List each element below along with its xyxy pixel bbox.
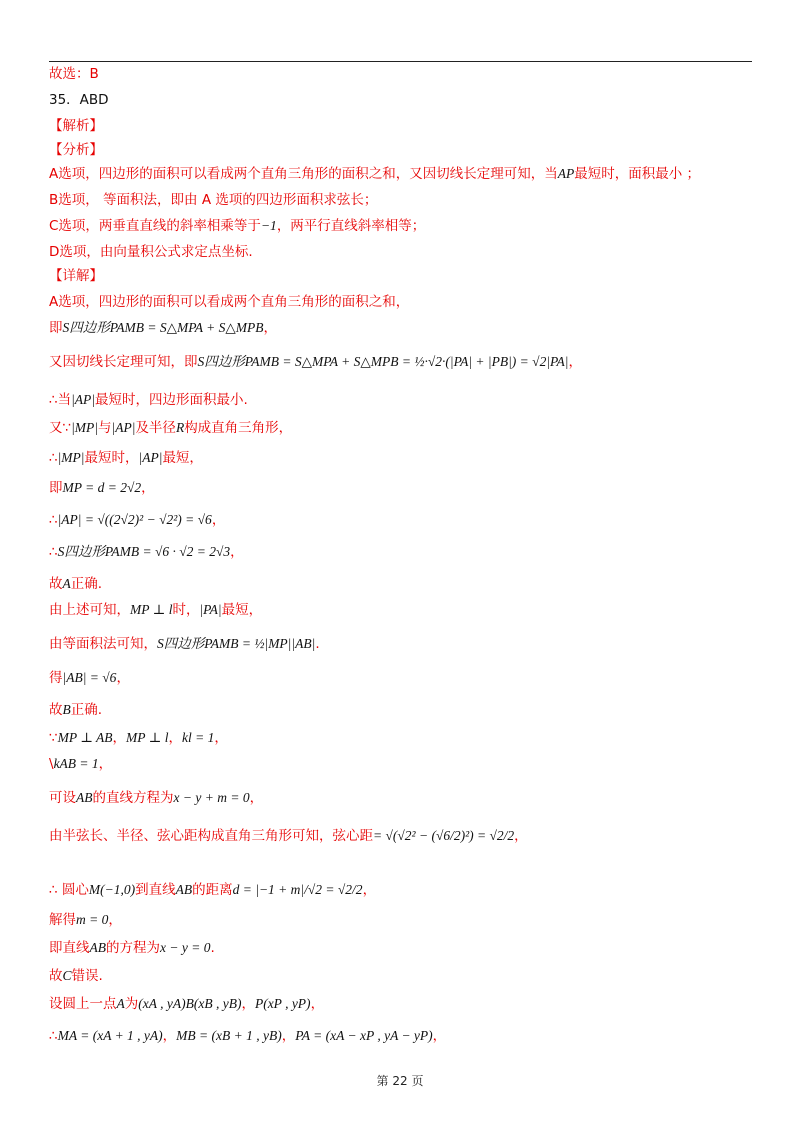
line-text: 为 bbox=[124, 996, 139, 1012]
math-expression: d = |−1 + m|/√2 = √2/2 bbox=[232, 882, 363, 897]
text-line bbox=[49, 266, 103, 286]
line-text: ， bbox=[112, 730, 127, 746]
line-text: 【解析】 bbox=[49, 118, 103, 134]
line-text: 故 bbox=[49, 968, 63, 984]
text-line bbox=[49, 418, 292, 438]
line-text: ， bbox=[211, 512, 226, 528]
line-text: ， bbox=[168, 730, 182, 746]
line-text: 设圆上一点 bbox=[49, 996, 117, 1012]
line-text: 故选：B bbox=[49, 66, 99, 82]
text-line bbox=[49, 826, 528, 846]
text-line bbox=[49, 788, 263, 808]
line-text: 即 bbox=[49, 480, 63, 496]
math-expression: A bbox=[116, 996, 125, 1011]
math-expression: S四边形PAMB = S△MPA + S△MPB = ½·√2·(|PA| + |PB|) = √2|PA| bbox=[197, 354, 569, 369]
math-expression: S四边形PAMB = S△MPA + S△MPB bbox=[62, 320, 264, 335]
line-text: ∴ bbox=[49, 1028, 58, 1044]
text-line bbox=[49, 574, 102, 594]
line-text: D选项，由向量积公式求定点坐标. bbox=[49, 244, 253, 260]
math-expression: |AP| bbox=[71, 392, 96, 407]
text-line bbox=[49, 448, 203, 468]
line-text: ∴当 bbox=[49, 392, 72, 408]
math-expression: x − y = 0 bbox=[160, 940, 211, 955]
text-line bbox=[49, 510, 225, 530]
line-text: ∴ bbox=[49, 544, 58, 560]
line-text: 最短时，面积最小 ； bbox=[574, 166, 701, 182]
math-expression: |AP| bbox=[138, 450, 163, 465]
line-text: ， bbox=[214, 730, 228, 746]
text-line bbox=[49, 318, 277, 338]
math-expression: |AP| = √((2√2)² − √2²) = √6 bbox=[57, 512, 212, 527]
math-expression: MP ⊥ l bbox=[130, 602, 173, 617]
text-line bbox=[49, 938, 215, 958]
line-text: ， bbox=[98, 756, 113, 772]
line-text: ∴ bbox=[49, 512, 58, 528]
line-text: ， bbox=[241, 996, 255, 1012]
line-text: 的距离 bbox=[192, 882, 233, 898]
text-line bbox=[49, 164, 700, 184]
math-expression: |MP| bbox=[71, 420, 99, 435]
line-text: . bbox=[210, 940, 215, 956]
math-expression: C bbox=[62, 968, 72, 983]
line-text: 故 bbox=[49, 576, 63, 592]
text-line bbox=[49, 190, 377, 210]
line-text: 解得 bbox=[49, 912, 76, 928]
text-line bbox=[49, 242, 253, 262]
text-line bbox=[49, 1026, 446, 1046]
math-expression: kl = 1 bbox=[182, 730, 215, 745]
text-line bbox=[49, 478, 155, 498]
line-text: 由上述可知， bbox=[49, 602, 130, 618]
math-expression: M(−1,0) bbox=[88, 882, 136, 897]
line-text: 到直线 bbox=[135, 882, 176, 898]
line-text: 又∵ bbox=[49, 420, 72, 436]
line-text: 最短， bbox=[221, 602, 263, 618]
math-expression: x − y + m = 0 bbox=[173, 790, 250, 805]
math-expression: MB = (xB + 1 , yB) bbox=[176, 1028, 282, 1043]
math-expression: AB bbox=[175, 882, 193, 897]
line-text: 错误. bbox=[71, 968, 103, 984]
line-text: 即直线 bbox=[49, 940, 90, 956]
line-text: . bbox=[315, 636, 320, 652]
line-text: 时， bbox=[172, 602, 200, 618]
math-expression: |AP| bbox=[111, 420, 136, 435]
line-text: 正确. bbox=[70, 702, 103, 718]
line-text: ，两平行直线斜率相等； bbox=[276, 218, 426, 234]
math-expression: −1 bbox=[260, 218, 277, 233]
text-line bbox=[49, 880, 376, 900]
line-text: 最短， bbox=[162, 450, 203, 466]
line-text: ， bbox=[432, 1028, 447, 1044]
math-expression: MP = d = 2√2 bbox=[62, 480, 142, 495]
line-text: ， bbox=[310, 996, 325, 1012]
line-text: 最短时， bbox=[84, 450, 139, 466]
math-expression: PA = (xA − xP , yA − yP) bbox=[295, 1028, 433, 1043]
line-text: ， bbox=[263, 320, 277, 336]
math-expression: B bbox=[62, 702, 71, 717]
math-expression: MP ⊥ l bbox=[126, 730, 169, 745]
line-text: ， bbox=[568, 354, 582, 370]
line-text: \ bbox=[49, 756, 54, 772]
line-text: ， bbox=[514, 828, 528, 844]
math-expression: |AB| = √6 bbox=[62, 670, 117, 685]
line-text: ∴ bbox=[49, 450, 58, 466]
line-text: ， bbox=[162, 1028, 177, 1044]
line-text: 故 bbox=[49, 702, 63, 718]
text-line bbox=[49, 292, 409, 312]
text-line bbox=[49, 64, 99, 84]
text-line bbox=[49, 994, 324, 1014]
line-text: 又因切线长定理可知，即 bbox=[49, 354, 198, 370]
text-line bbox=[49, 634, 320, 654]
math-expression: P(xP , yP) bbox=[254, 996, 311, 1011]
line-text: 及半径 bbox=[135, 420, 176, 436]
text-line bbox=[49, 600, 262, 620]
line-text: C选项，两垂直直线的斜率相乘等于 bbox=[49, 218, 261, 234]
math-expression: AB bbox=[89, 940, 106, 955]
line-text: ∵ bbox=[49, 730, 58, 746]
text-line bbox=[49, 668, 130, 688]
text-line bbox=[49, 90, 109, 110]
math-expression: |MP| bbox=[57, 450, 85, 465]
line-text: 的直线方程为 bbox=[92, 790, 174, 806]
text-line bbox=[49, 542, 244, 562]
text-line bbox=[49, 216, 425, 236]
text-line bbox=[49, 754, 112, 774]
text-line bbox=[49, 140, 103, 160]
line-text: ， bbox=[141, 480, 155, 496]
line-text: 【详解】 bbox=[49, 268, 103, 284]
page-number: 第 22 页 bbox=[376, 1074, 424, 1088]
math-expression: (xA , yA)B(xB , yB) bbox=[138, 996, 242, 1011]
line-text: A选项，四边形的面积可以看成两个直角三角形的面积之和， bbox=[49, 294, 410, 310]
line-text: ， bbox=[281, 1028, 296, 1044]
math-expression: A bbox=[62, 576, 71, 591]
line-text: 与 bbox=[98, 420, 112, 436]
text-line bbox=[49, 700, 102, 720]
line-text: ∴ 圆心 bbox=[49, 882, 89, 898]
math-expression: MP ⊥ AB bbox=[57, 730, 113, 745]
text-line bbox=[49, 352, 582, 372]
line-text: ， bbox=[108, 912, 122, 928]
math-expression: |PA| bbox=[199, 602, 222, 617]
line-text: 最短时，四边形面积最小. bbox=[95, 392, 248, 408]
line-text: A选项，四边形的面积可以看成两个直角三角形的面积之和，又因切线长定理可知，当 bbox=[49, 166, 558, 182]
math-expression: S四边形PAMB = ½|MP||AB| bbox=[157, 636, 316, 651]
line-text: 由半弦长、半径、弦心距构成直角三角形可知，弦心距 bbox=[49, 828, 373, 844]
header-rule bbox=[49, 61, 752, 62]
line-text: 可设 bbox=[49, 790, 76, 806]
line-text: ， bbox=[230, 544, 244, 560]
line-text: 的方程为 bbox=[106, 940, 160, 956]
line-text: 构成直角三角形， bbox=[184, 420, 293, 436]
line-text: ， bbox=[362, 882, 377, 898]
math-expression: S四边形PAMB = √6 · √2 = 2√3 bbox=[57, 544, 231, 559]
text-line bbox=[49, 728, 228, 748]
line-text: 35．ABD bbox=[49, 92, 109, 108]
math-expression: MA = (xA + 1 , yA) bbox=[57, 1028, 163, 1043]
line-text: B选项， 等面积法，即由 A 选项的四边形面积求弦长； bbox=[49, 192, 378, 208]
text-line bbox=[49, 116, 103, 136]
math-expression: kAB = 1 bbox=[53, 756, 99, 771]
math-expression: AP bbox=[557, 166, 575, 181]
line-text: ， bbox=[116, 670, 130, 686]
math-expression: R bbox=[175, 420, 185, 435]
line-text: 正确. bbox=[70, 576, 103, 592]
math-expression: = √(√2² − (√6/2)²) = √2/2 bbox=[373, 828, 515, 843]
math-expression: AB bbox=[76, 790, 93, 805]
text-line bbox=[49, 390, 248, 410]
text-line bbox=[49, 910, 122, 930]
line-text: 【分析】 bbox=[49, 142, 103, 158]
line-text: 由等面积法可知， bbox=[49, 636, 157, 652]
line-text: 得 bbox=[49, 670, 63, 686]
text-line bbox=[49, 966, 103, 986]
line-text: 即 bbox=[49, 320, 63, 336]
math-expression: m = 0 bbox=[76, 912, 109, 927]
line-text: ， bbox=[249, 790, 264, 806]
